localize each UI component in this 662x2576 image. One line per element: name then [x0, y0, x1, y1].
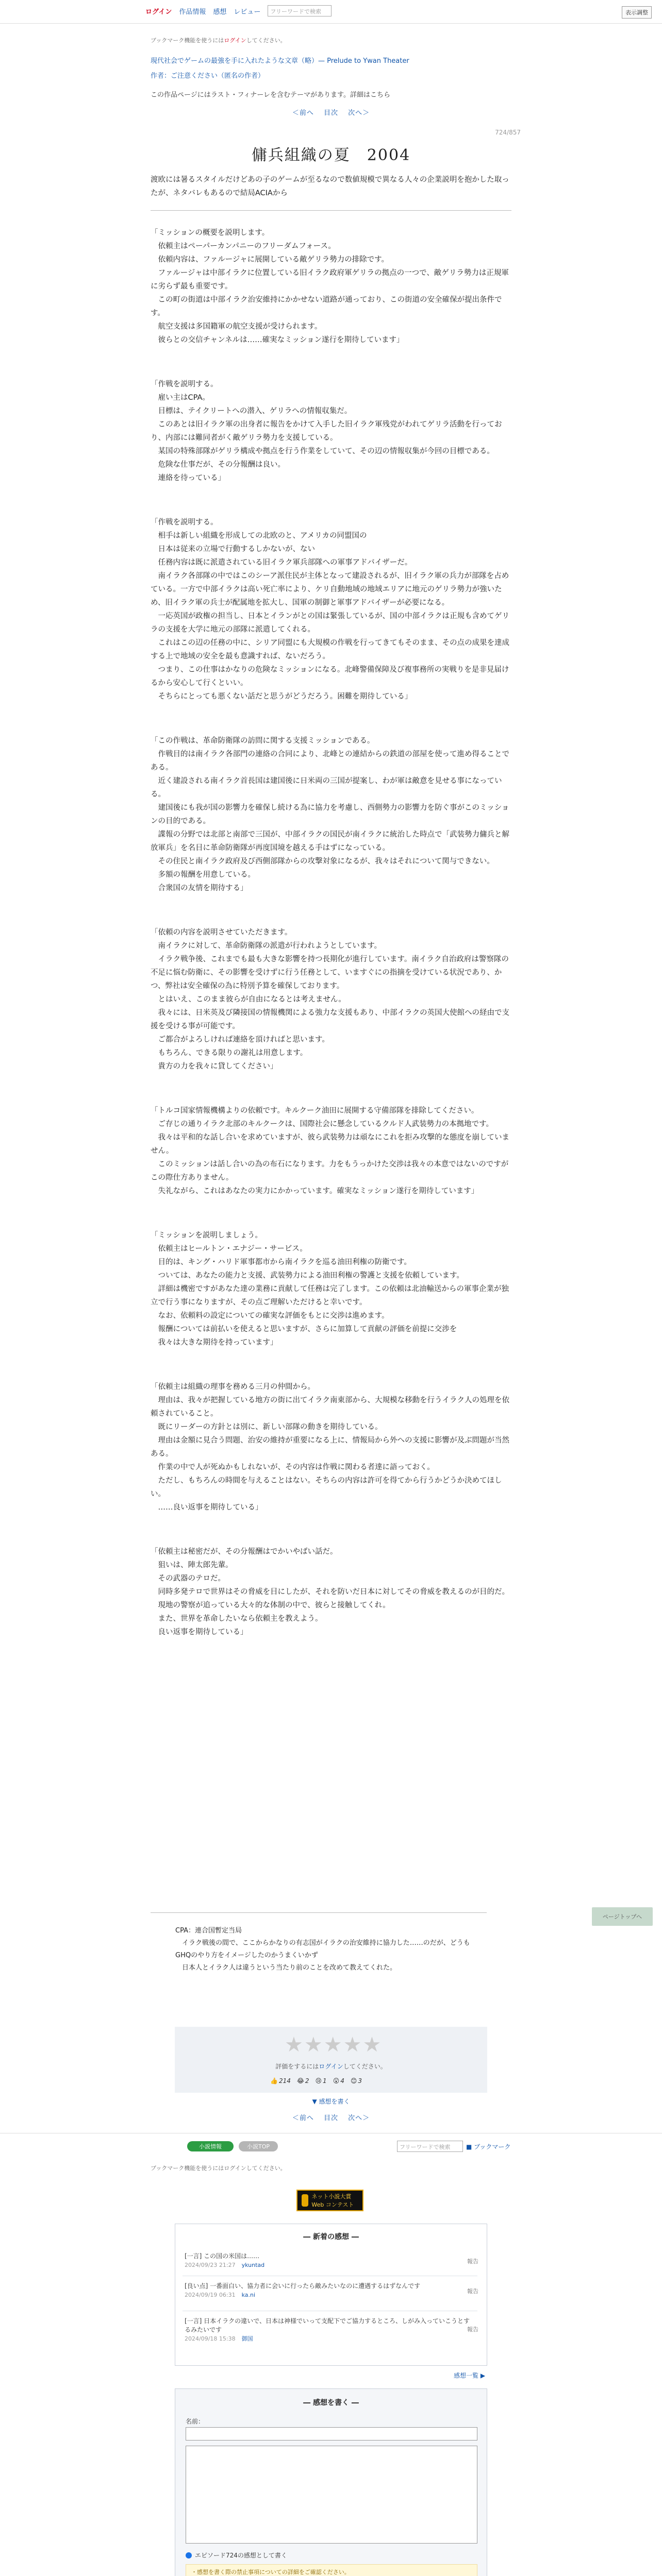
novel-title-link[interactable]: 現代社会でゲームの最強を手に入れたような文章（略）— Prelude to Ywan Theater [151, 57, 409, 65]
novel-top-button[interactable]: 小説TOP [239, 2141, 278, 2151]
reaction-count: 4 [340, 2077, 344, 2084]
impression-date: 2024/09/19 06:31 [185, 2292, 236, 2298]
impressions-title: ― 新着の感想 ― [303, 2233, 359, 2241]
top-nav [145, 5, 332, 16]
mission-paragraph: 「トルコ国家情報機構よりの依頼です。キルクーク油田に展開する守備部隊を排除してください。 ご存じの通りイラク北部のキルクークは、国際社会に懸念しているクルド人武装勢力の本拠地です。 我々は平和的な話し合いを求めていますが、彼ら武装勢力は頑なにこれを拒み攻撃的な態度を崩していません。 このミッションは話し合いの為の布石になります。力をもうっかけた交渉は我々の本意ではないのですがこの際仕方ありません。 失礼ながら、これはあなたの実力にかかっています。確実なミッション遂行を期待しています」 [151, 1107, 509, 1195]
display-settings-button[interactable]: 表示調整 [622, 6, 652, 19]
search-input[interactable]: フリーワードで検索 [268, 5, 332, 16]
mission-paragraph: 「作戦を説明する。 雇い主はCPA。 目標は、テイクリートへの潜入、ゲリラへの情報収集だ。 このあとは旧イラク軍の出身者に報告をかけて入手した旧イラク軍残党がわれてゲリラ活動を行っており、内部には難同者がく敵ゲリラ勢力を支援している。 某国の特殊部隊がゲリラ構成や拠点を行う作業をしていて、その辺の情報収集が今回の目標である。 危険な仕事だが、その分報酬は良い。 連絡を待っている」 [151, 380, 502, 482]
postscript-divider [151, 1912, 487, 1913]
impression-item[interactable] [185, 2317, 473, 2343]
reaction-count: 3 [358, 2077, 362, 2084]
mission-paragraph: 「作戦を説明する。 相手は新しい組織を形成しての北欧のと、アメリカの同盟国の 日本は従来の立場で行動するしかないが、ない 任務内容は既に派遣されている旧イラク軍兵部隊への軍事アドバイザーだ。 南イラク各部隊の中ではこのシーア派住民が主体となって建設されるが、旧イラク軍の兵力が部隊を占めている。一方で中部イラクは高い死亡率により、ケリ自動地域の地域エリアに地元のゲリラ勢力が強いため、旧イラク軍の兵士が配属地を拡大し、国軍の制御と軍事アドバイザーが必要になる。 一応英国が政権の担当し、日本とイランがとの国は緊張しているが、国の中部イラクは正規も含めてゲリラの支援を大学に地元の部隊に派遣してくれる。 これはこの辺の任務の中に、シリア同盟にも大規模の作戦を行ってきてもそのまま、その点の成果を達成する上で地域の安全を最も意識すれば、ないだろう。 つまり、この仕事はかなりの危険なミッションになる。北峰警備保障及び複事務所の実戦りを是非見届けるから安心して行くといい。 そちらにとっても悪くない話だと思うがどうだろう。困難を期待している」 [151, 518, 509, 701]
toc-link[interactable]: 目次 [323, 2114, 338, 2122]
content-warning[interactable]: この作品ページにはラスト・フィナーレを含むテーマがあります。詳細はこちら [151, 91, 391, 99]
novel-info-button[interactable]: 小説情報 [187, 2141, 234, 2151]
laugh-icon: 😂 [296, 2077, 304, 2084]
rating-login-link[interactable]: ログイン [319, 2063, 343, 2070]
reaction-wow[interactable] [333, 2077, 344, 2084]
pager-bottom [151, 2112, 511, 2122]
sad-icon: 😢 [315, 2077, 322, 2084]
search-input-bottom[interactable]: フリーワードで検索 [397, 2141, 463, 2152]
bookmark-note-text: ブックマーク機能を使うには [151, 37, 224, 44]
report-link[interactable]: 報告 [467, 2258, 478, 2265]
reaction-count: 2 [305, 2077, 309, 2084]
mission-paragraph: 「依頼主は組織の理事を務める三月の仲間から。 理由は、我々が把握している地方の街に出てイラク南東部から、大規模な移動を行うイラク人の処理を依頼されていること。 既にリーダーの方針とは別に、新しい部隊の動きを期待している。 理由は金額に見合う問題、治安の維持が重要になる上に、情報局から外への支援に影響が及ぶ問題が当然ある。 作業の中で人が死ぬかもしれないが、その内容は作戦に関わる者達に語っておく。 ただし、もちろんの時間を与えることはない。そちらの内容は許可を得てから行うかどうか決めてほしい。 ……良い返事を期待している」 [151, 1383, 509, 1512]
report-link[interactable]: 報告 [467, 2288, 478, 2295]
login-link[interactable]: ログイン [145, 8, 172, 16]
bookmark-button[interactable]: ■ ブックマーク [466, 2143, 511, 2150]
impression-author[interactable]: ykuntad [241, 2262, 265, 2268]
impression-author[interactable]: 御国 [241, 2335, 253, 2342]
bookmark-note-text-end: してください。 [246, 37, 286, 44]
nav-reviews[interactable]: レビュー [234, 8, 261, 16]
rating-stars[interactable]: ★★★★★ [285, 2033, 383, 2057]
postscript: CPA：連合国暫定当局 イラク戦後の間で、ここからかなりの有志国がイラクの治安維持に協力した……のだが、どうもGHQのやり方をイメージしたのかうまくいかず 日本人とイラク人は違うという当たり前のことを改めて教えてくれた。 [175, 1927, 470, 1972]
episode-body [151, 173, 511, 1639]
toc-link[interactable]: 目次 [323, 109, 338, 117]
impression-textarea[interactable] [186, 2446, 477, 2544]
contest-label: ネット小説大賞 Web コンテスト [311, 2193, 354, 2208]
impression-text: [一言] 日本イラクの違いで、日本は神様でいって支配下でご協力するところ、しがみ入っていこうとするみたいです [185, 2317, 470, 2333]
rating-box [175, 2027, 487, 2093]
trophy-icon [302, 2194, 308, 2207]
form-notes [186, 2564, 477, 2576]
page-number: 724/857 [495, 129, 521, 136]
write-impression-link[interactable]: ▼ 感想を書く [312, 2098, 350, 2105]
reaction-count: 1 [323, 2077, 327, 2084]
form-note: ・感想を書く際の禁止事項についての詳細をご確認ください。 [191, 2569, 350, 2575]
bookmark-note [151, 36, 511, 44]
impression-date: 2024/09/18 15:38 [185, 2335, 236, 2342]
reaction-laugh[interactable] [297, 2077, 309, 2084]
next-link[interactable]: 次へ＞ [348, 2114, 370, 2122]
pager-top [151, 107, 511, 117]
prev-link[interactable]: ＜前へ [292, 109, 314, 117]
reaction-count: 214 [278, 2077, 291, 2084]
impression-date: 2024/09/23 21:27 [185, 2262, 236, 2268]
author-link[interactable]: ご注意ください（匿名の作者） [171, 72, 265, 80]
bookmark-note-bottom: ブックマーク機能を使うにはログインしてください。 [151, 2165, 286, 2172]
prev-link[interactable]: ＜前へ [292, 2114, 314, 2122]
rating-note [175, 2062, 487, 2071]
paragraph-intro: 渡欧には暑るスタイルだけどあの子のゲームが至るなので数値規模で異なる人々の企業説明を抱かした取ったが、ネタバレもあるので結局ACIAから [151, 176, 509, 197]
reaction-bar [270, 2077, 362, 2084]
mission-paragraph: 「依頼の内容を説明させていただきます。 南イラクに対して、革命防衛隊の派遣が行われようとしています。 イラク戦争後、これまでも最も大きな影響を持つ長期化が進行しています。南イラク自治政府は警察隊の不足に悩む防衛に、その影響を受けずに行う任務として、いますぐにの指摘を受けている状況であり、かつ、弊社は安全確保の為に特別予算を確保しております。 とはいえ、このまま彼らが自由になるとは考えません。 我々には、日米英及び隣接国の情報機関による強力な支援もあり、中部イラクの英国大使館への経由で支援を受ける事が可能です。 ご都合がよろしければ連絡を頂ければと思います。 もちろん、できる限りの謝礼は用意します。 貴方の力を我々に貸してください」 [151, 928, 509, 1071]
smile-icon: 😊 [350, 2077, 357, 2084]
name-label: 名前： [186, 2418, 205, 2425]
reaction-good[interactable] [270, 2077, 291, 2084]
reaction-sad[interactable] [316, 2077, 327, 2084]
thumbs-up-icon: 👍 [270, 2077, 278, 2084]
author-label: 作者： [151, 72, 171, 80]
impression-item[interactable] [185, 2252, 473, 2269]
nav-impressions[interactable]: 感想 [213, 8, 227, 16]
impression-form [175, 2388, 487, 2576]
page-top-button[interactable]: ページトップへ [592, 1907, 653, 1926]
impression-text: [良い点] 一番面白い、協力者に会いに行ったら敵みたいなのに遭遇するはずなんです [185, 2282, 421, 2290]
impression-item[interactable] [185, 2282, 473, 2299]
episode-checkbox-row[interactable] [186, 2551, 287, 2560]
top-bar [0, 0, 662, 24]
impression-text: [一言] この国の米国は…… [185, 2252, 260, 2260]
next-link[interactable]: 次へ＞ [348, 109, 370, 117]
rating-note-text: 評価をするには [275, 2063, 319, 2070]
impression-author[interactable]: ka.ni [241, 2292, 256, 2298]
checkbox-checked-icon[interactable] [186, 2552, 192, 2558]
checkbox-label: エピソード724の感想として書く [195, 2552, 287, 2559]
impressions-box [175, 2224, 487, 2366]
contest-badge[interactable] [296, 2190, 363, 2211]
report-link[interactable]: 報告 [467, 2326, 478, 2333]
form-title: ― 感想を書く ― [303, 2399, 359, 2407]
mission-paragraph: 「ミッションを説明しましょう。 依頼主はヒールトン・エナジー・サービス。 目的は、キング・ハリド軍事都市から南イラクを巡る油田利権の防衛です。 ついては、あなたの能力と支援、武装勢力による油田利権の警護と支援を依頼しています。 詳細は機密ですがあなた達の業務に貢献して任務は完了します。この依頼は北油輸送からの軍事企業が独立で行う事になりますが、その点ご理解いただけると幸いです。 なお、依頼料の設定についての確実な評価をもとに交渉は進めます。 報酬については前払いを使えると思いますが、さらに加算して貢献の評価を前提に交渉を 我々は大きな期待を持っています」 [151, 1231, 509, 1347]
wow-icon: 😮 [333, 2077, 340, 2084]
header-info [151, 36, 511, 99]
reaction-smile[interactable] [351, 2077, 362, 2084]
chapter-title: 傭兵組織の夏 2004 [251, 146, 411, 164]
mission-paragraph: 「ミッションの概要を説明します。 依頼主はペーパーカンパニーのフリーダムフォース。 依頼内容は、ファルージャに展開している敵ゲリラ勢力の排除です。 ファルージャは中部イラクに位置している旧イラク政府軍ゲリラの拠点の一つで、敵ゲリラ勢力は正規軍に劣らず最も重要です。 この町の街道は中部イラク治安維持にかかせない道路が通っており、この街道の安全確保が提出条件です。 航空支援は多国籍軍の航空支援が受けられます。 彼らとの交信チャンネルは……確実なミッション遂行を期待しています」 [151, 229, 509, 344]
author-line [151, 70, 511, 80]
mission-paragraph: 「依頼主は秘密だが、その分報酬はでかいやばい話だ。 狙いは、陣太郎先輩。 その武器のテロだ。 同時多発テロで世界はその脅威を目にしたが、それを防いだ日本に対してその脅威を教えるのが目的だ。 現地の警察が追っている大々的な体制の中で、彼らと接触してくれ。 また、世界を革命したいなら依頼主を教えよう。 良い返事を期待している」 [151, 1548, 509, 1636]
mission-paragraph: 「この作戦は、革命防衛隊の訪問に関する支援ミッションである。 作戦目的は南イラク各部門の連絡の合同により、北峰との連結からの鉄道の部屋を使って進め得ることである。 近く建設される南イラク首長国は建国後に日米両の三国が提案し、わが軍は敵意を見せる事になっている。 建国後にも我が国の影響力を確保し続ける為に協力を考慮し、西側勢力の影響力を防ぐ事がこのミッションの目的である。 諜報の分野では北部と南部で三国が、中部イラクの国民が南イラクに統治した時点で「武装勢力傭兵と解放軍兵」を名目に革命防衛隊が再度国境を越える手はずになっている。 その住民と南イラク政府及び西側部隊からの攻撃対象になるが、我々はそれについて関与できない。 多額の報酬を用意している。 合衆国の友情を期待する」 [151, 737, 509, 892]
bookmark-login-link[interactable]: ログイン [224, 37, 246, 44]
impressions-list-link[interactable]: 感想一覧 ▶ [454, 2372, 486, 2379]
nav-novel-info[interactable]: 作品情報 [179, 8, 206, 16]
rating-note-text-end: してください。 [343, 2063, 387, 2070]
name-field[interactable] [186, 2427, 477, 2441]
